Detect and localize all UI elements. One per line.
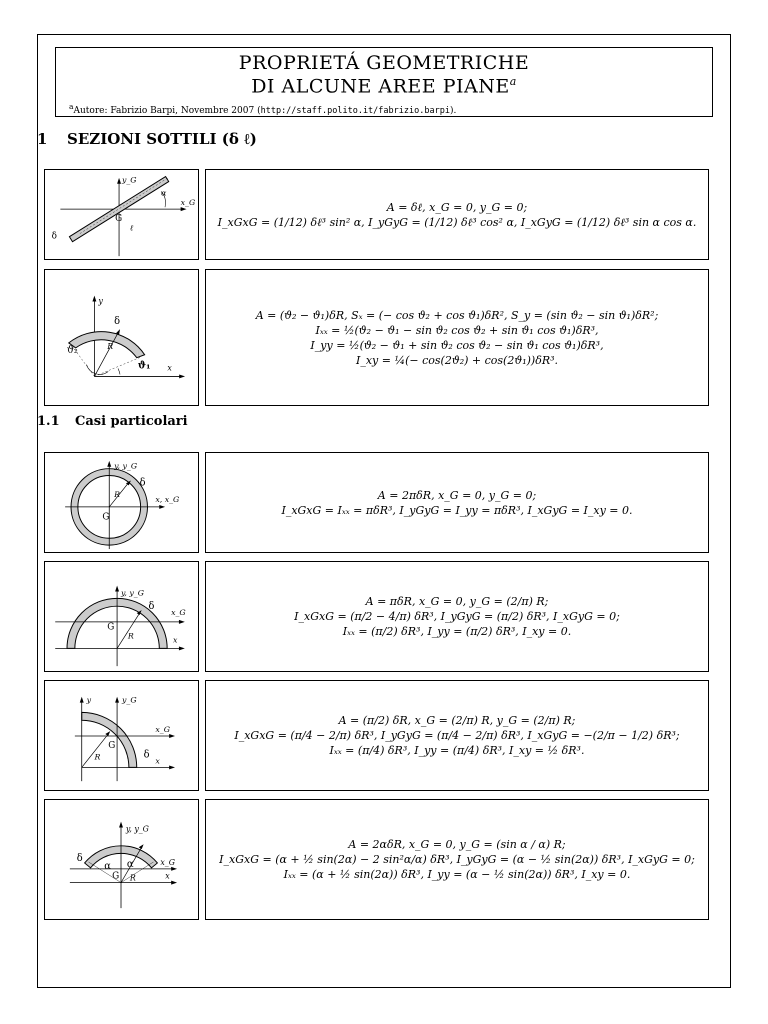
label-x: x bbox=[167, 363, 172, 373]
label-delta: δ bbox=[143, 749, 150, 761]
label-R: R bbox=[94, 752, 101, 762]
label-alpha-left: α bbox=[104, 860, 111, 872]
label-y-yG: y, y_G bbox=[114, 461, 138, 471]
label-xG: x_G bbox=[180, 198, 196, 208]
label-theta1: ϑ₁ bbox=[137, 360, 151, 372]
label-R: R bbox=[129, 873, 136, 883]
label-y: y bbox=[86, 695, 92, 705]
label-R: R bbox=[114, 490, 121, 500]
equation: I_xGxG = (α + ½ sin(2α) − 2 sin²α/α) δR³, I_yGyG = (α − ½ sin(2α)) δR³, I_xGyG = 0; bbox=[219, 853, 695, 866]
formula-box-2 bbox=[205, 269, 709, 406]
figure-half-ring bbox=[44, 561, 199, 672]
title-footnote-mark: a bbox=[509, 75, 517, 88]
author-url-link[interactable]: http://staff.polito.it/fabrizio.barpi bbox=[260, 106, 450, 116]
title-box bbox=[55, 47, 713, 117]
page-title-line1: PROPRIETÁ GEOMETRICHE bbox=[238, 52, 530, 74]
formula-box-5 bbox=[205, 680, 709, 791]
label-G: G bbox=[112, 871, 120, 882]
equation: A = 2αδR, x_G = 0, y_G = (sin α / α) R; bbox=[348, 838, 566, 851]
label-alpha: α bbox=[161, 188, 167, 198]
figure-arc-sector bbox=[44, 269, 199, 406]
label-xG: x_G bbox=[171, 608, 186, 618]
page-title-line2: DI ALCUNE AREE PIANE$^a$ bbox=[251, 75, 517, 98]
equation: I_xGxG = (π/2 − 4/π) δR³, I_yGyG = (π/2) δR³, I_xGyG = 0; bbox=[294, 610, 620, 623]
equation: I_xGxG = (1/12) δℓ³ sin² α, I_yGyG = (1/12) δℓ³ cos² α, I_xGyG = (1/12) δℓ³ sin α cos α. bbox=[217, 215, 697, 229]
equation: Iₓₓ = (α + ½ sin(2α)) δR³, I_yy = (α − ½ sin(2α)) δR³, I_xy = 0. bbox=[283, 868, 631, 881]
label-R: R bbox=[127, 631, 134, 641]
label-y-yG: y, y_G bbox=[121, 588, 145, 598]
equation: A = (ϑ₂ − ϑ₁)δR, Sₓ = (− cos ϑ₂ + cos ϑ₁)δR², S_y = (sin ϑ₂ − sin ϑ₁)δR²; bbox=[255, 308, 659, 322]
label-xG: x_G bbox=[160, 857, 175, 867]
label-yG: y_G bbox=[121, 175, 137, 185]
formula-box-1 bbox=[205, 169, 709, 260]
label-ell: ℓ bbox=[129, 223, 134, 233]
formula-box-6 bbox=[205, 799, 709, 920]
section-1-heading: 1 SEZIONI SOTTILI (δ ℓ) bbox=[37, 130, 257, 148]
label-y: y bbox=[98, 296, 103, 306]
label-G: G bbox=[108, 740, 116, 751]
equation: I_xGxG = (π/4 − 2/π) δR³, I_yGyG = (π/4 − 2/π) δR³, I_xGyG = −(2/π − 1/2) δR³; bbox=[234, 729, 680, 742]
equation: Iₓₓ = (π/4) δR³, I_yy = (π/4) δR³, I_xy = ½ δR³. bbox=[329, 744, 585, 757]
label-delta: δ bbox=[139, 477, 146, 489]
label-xG: x_G bbox=[155, 725, 171, 735]
formula-box-4 bbox=[205, 561, 709, 672]
label-x: x bbox=[165, 871, 170, 881]
label-R: R bbox=[107, 341, 114, 351]
label-delta: δ bbox=[148, 601, 155, 613]
label-delta: δ bbox=[114, 316, 121, 328]
label-delta: δ bbox=[51, 231, 57, 242]
equation: A = δℓ, x_G = 0, y_G = 0; bbox=[386, 200, 528, 214]
equation: A = (π/2) δR, x_G = (2/π) R, y_G = (2/π) R; bbox=[338, 714, 576, 727]
label-theta2: ϑ₂ bbox=[66, 344, 78, 356]
formula-box-3 bbox=[205, 452, 709, 553]
equation: A = πδR, x_G = 0, y_G = (2/π) R; bbox=[365, 595, 549, 608]
label-alpha-right: α bbox=[126, 858, 134, 870]
equation: I_xy = ¼(− cos(2ϑ₂) + cos(2ϑ₁))δR³. bbox=[355, 353, 559, 367]
label-x: x bbox=[155, 756, 160, 766]
equation: I_xGxG = Iₓₓ = πδR³, I_yGyG = I_yy = πδR³, I_xGyG = I_xy = 0. bbox=[281, 503, 633, 517]
figure-quarter-ring bbox=[44, 680, 199, 791]
author-footnote: $^a$Autore: Fabrizio Barpi, Novembre 2007 (http://staff.polito.it/fabrizio.barpi). bbox=[69, 102, 457, 116]
subsection-1-1-heading: 1.1 Casi particolari bbox=[37, 414, 188, 429]
label-delta: δ bbox=[76, 852, 83, 864]
equation: A = 2πδR, x_G = 0, y_G = 0; bbox=[377, 488, 537, 502]
label-yG: y_G bbox=[121, 695, 137, 705]
equation: I_yy = ½(ϑ₂ − ϑ₁ + sin ϑ₂ cos ϑ₂ − sin ϑ₁ cos ϑ₁)δR³, bbox=[310, 338, 604, 352]
label-x: x bbox=[173, 635, 178, 645]
label-y-yG: y, y_G bbox=[125, 824, 149, 834]
equation: Iₓₓ = ½(ϑ₂ − ϑ₁ − sin ϑ₂ cos ϑ₂ + sin ϑ₁ cos ϑ₁)δR³, bbox=[315, 323, 599, 337]
label-G: G bbox=[107, 622, 115, 633]
footnote-mark: a bbox=[69, 102, 74, 111]
label-G: G bbox=[115, 213, 123, 224]
label-G: G bbox=[102, 512, 110, 523]
equation: Iₓₓ = (π/2) δR³, I_yy = (π/2) δR³, I_xy = 0. bbox=[342, 625, 572, 638]
figure-circular-arc bbox=[44, 799, 199, 920]
figure-full-ring bbox=[44, 452, 199, 553]
figure-thin-strip bbox=[44, 169, 199, 260]
label-x-xG: x, x_G bbox=[155, 495, 180, 505]
